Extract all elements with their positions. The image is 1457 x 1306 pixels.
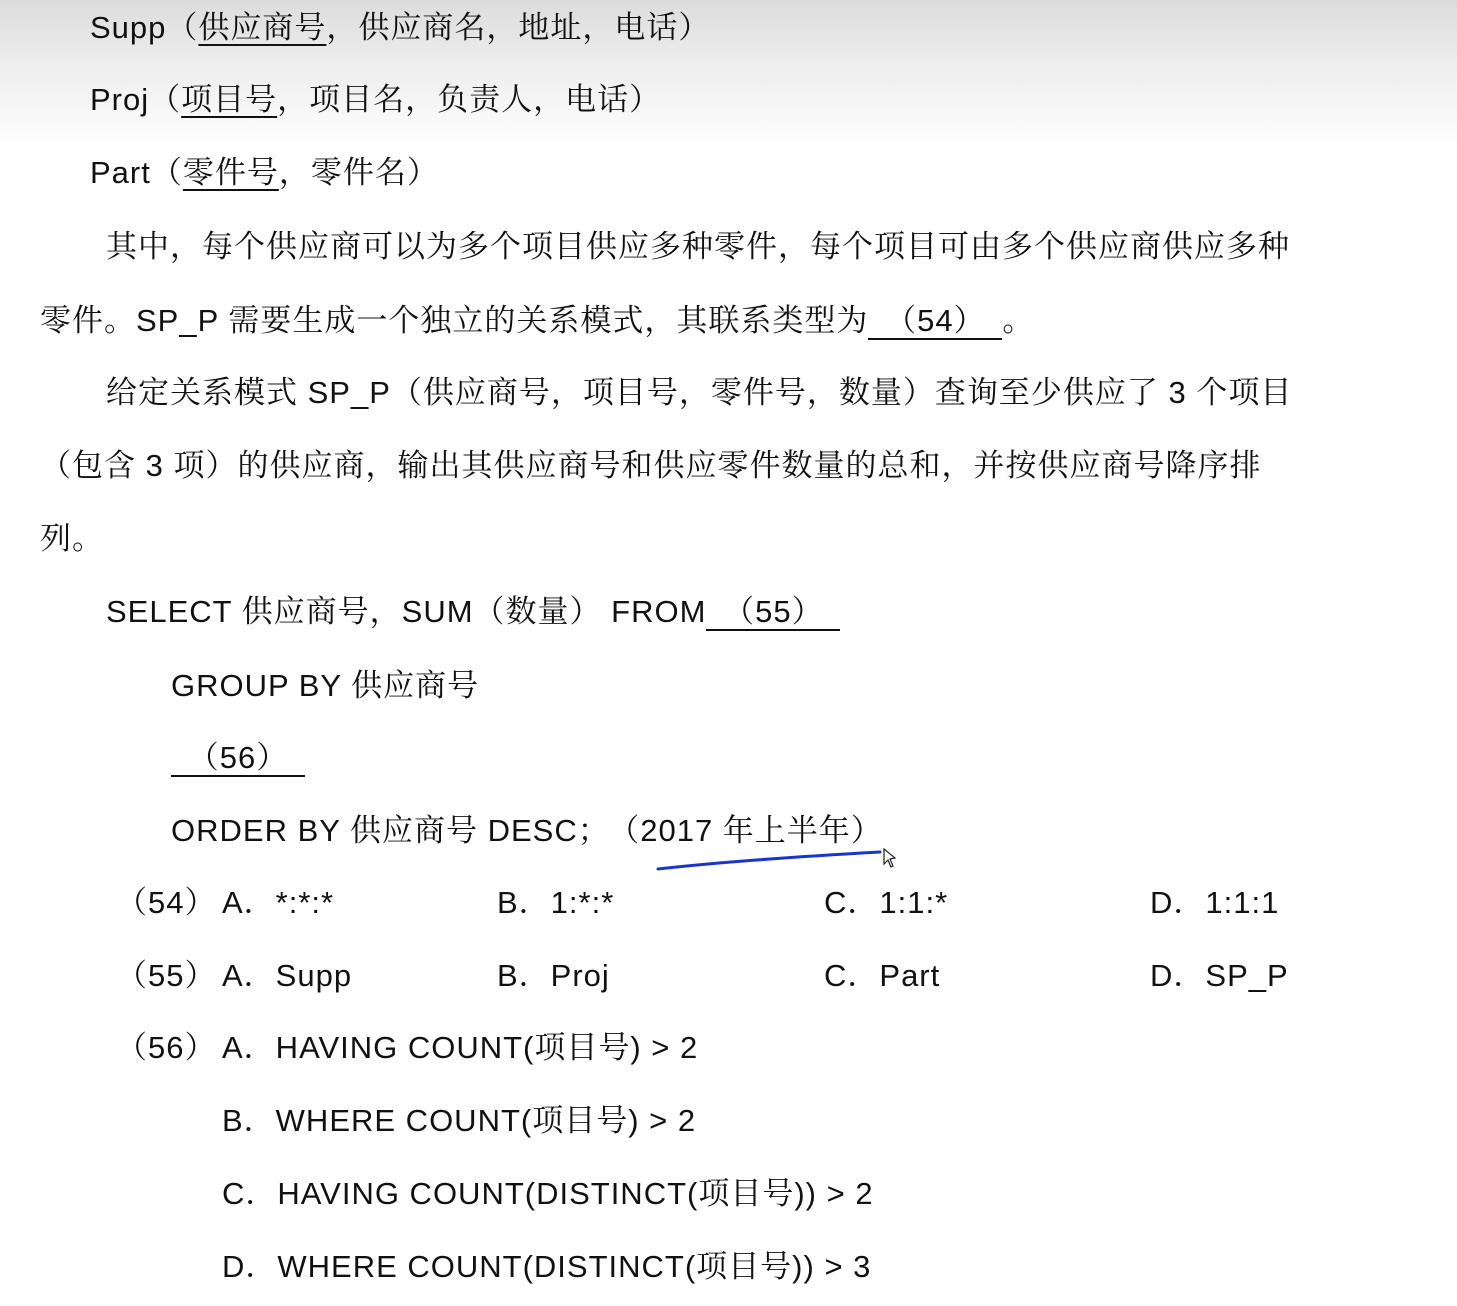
schema-part-name: Part <box>90 155 151 190</box>
q54-option-b: B．1:*:* <box>497 885 615 920</box>
mouse-cursor-icon <box>884 849 895 867</box>
q54-option-a: A．*:*:* <box>222 885 335 920</box>
para2-line1: 给定关系模式 SP_P（供应商号，项目号，零件号，数量）查询至少供应了 3 个项目 <box>106 375 1293 410</box>
q54-number: （54） <box>116 885 217 920</box>
schema-supp-rest: ，供应商名，地址，电话） <box>326 10 711 45</box>
blank-54: （54） <box>868 304 1002 340</box>
schema-part-key: 零件号 <box>182 155 279 190</box>
q56-option-d: D．WHERE COUNT(DISTINCT(项目号)) > 3 <box>222 1249 872 1284</box>
para1-line2-suffix: 。 <box>1002 303 1035 338</box>
blank-56: （56） <box>171 741 305 777</box>
schema-proj-key: 项目号 <box>181 82 278 117</box>
schema-proj-name: Proj <box>90 82 150 117</box>
q56-option-a: A．HAVING COUNT(项目号) > 2 <box>222 1030 699 1065</box>
q55-option-c: C．Part <box>824 958 941 993</box>
q55-option-a: A．Supp <box>222 958 353 993</box>
pen-underline-stroke <box>658 852 880 869</box>
schema-proj-rest: ，项目名，负责人，电话） <box>277 82 662 117</box>
sql-select-prefix: SELECT 供应商号，SUM（数量） FROM <box>106 594 707 629</box>
q54-option-d: D．1:1:1 <box>1150 885 1280 920</box>
q56-option-c: C．HAVING COUNT(DISTINCT(项目号)) > 2 <box>222 1176 874 1211</box>
q55-number: （55） <box>116 958 217 993</box>
q55-option-d: D．SP_P <box>1150 958 1289 993</box>
schema-supp-name: Supp <box>90 10 167 45</box>
q55-option-b: B．Proj <box>497 958 610 993</box>
blank-55: （55） <box>706 595 840 631</box>
sql-order-by-text: ORDER BY 供应商号 DESC； <box>171 813 610 848</box>
para2-line3: 列。 <box>40 521 104 556</box>
para2-line2: （包含 3 项）的供应商，输出其供应商号和供应零件数量的总和，并按供应商号降序排 <box>40 448 1262 483</box>
schema-supp-open: （ <box>166 10 199 45</box>
q54-option-c: C．1:1:* <box>824 885 949 920</box>
q56-option-b: B．WHERE COUNT(项目号) > 2 <box>222 1103 697 1138</box>
q56-number: （56） <box>116 1030 217 1065</box>
exam-source-label: （2017 年上半年） <box>623 813 883 848</box>
schema-proj-open: （ <box>149 82 182 117</box>
schema-supp-key: 供应商号 <box>198 10 327 45</box>
sql-group-by: GROUP BY 供应商号 <box>171 668 480 703</box>
para1-line2-prefix: 零件。SP_P 需要生成一个独立的关系模式，其联系类型为 <box>40 303 869 338</box>
para1-line1: 其中，每个供应商可以为多个项目供应多种零件，每个项目可由多个供应商供应多种 <box>106 229 1290 264</box>
schema-part-open: （ <box>150 155 183 190</box>
schema-part-rest: ，零件名） <box>278 155 439 190</box>
